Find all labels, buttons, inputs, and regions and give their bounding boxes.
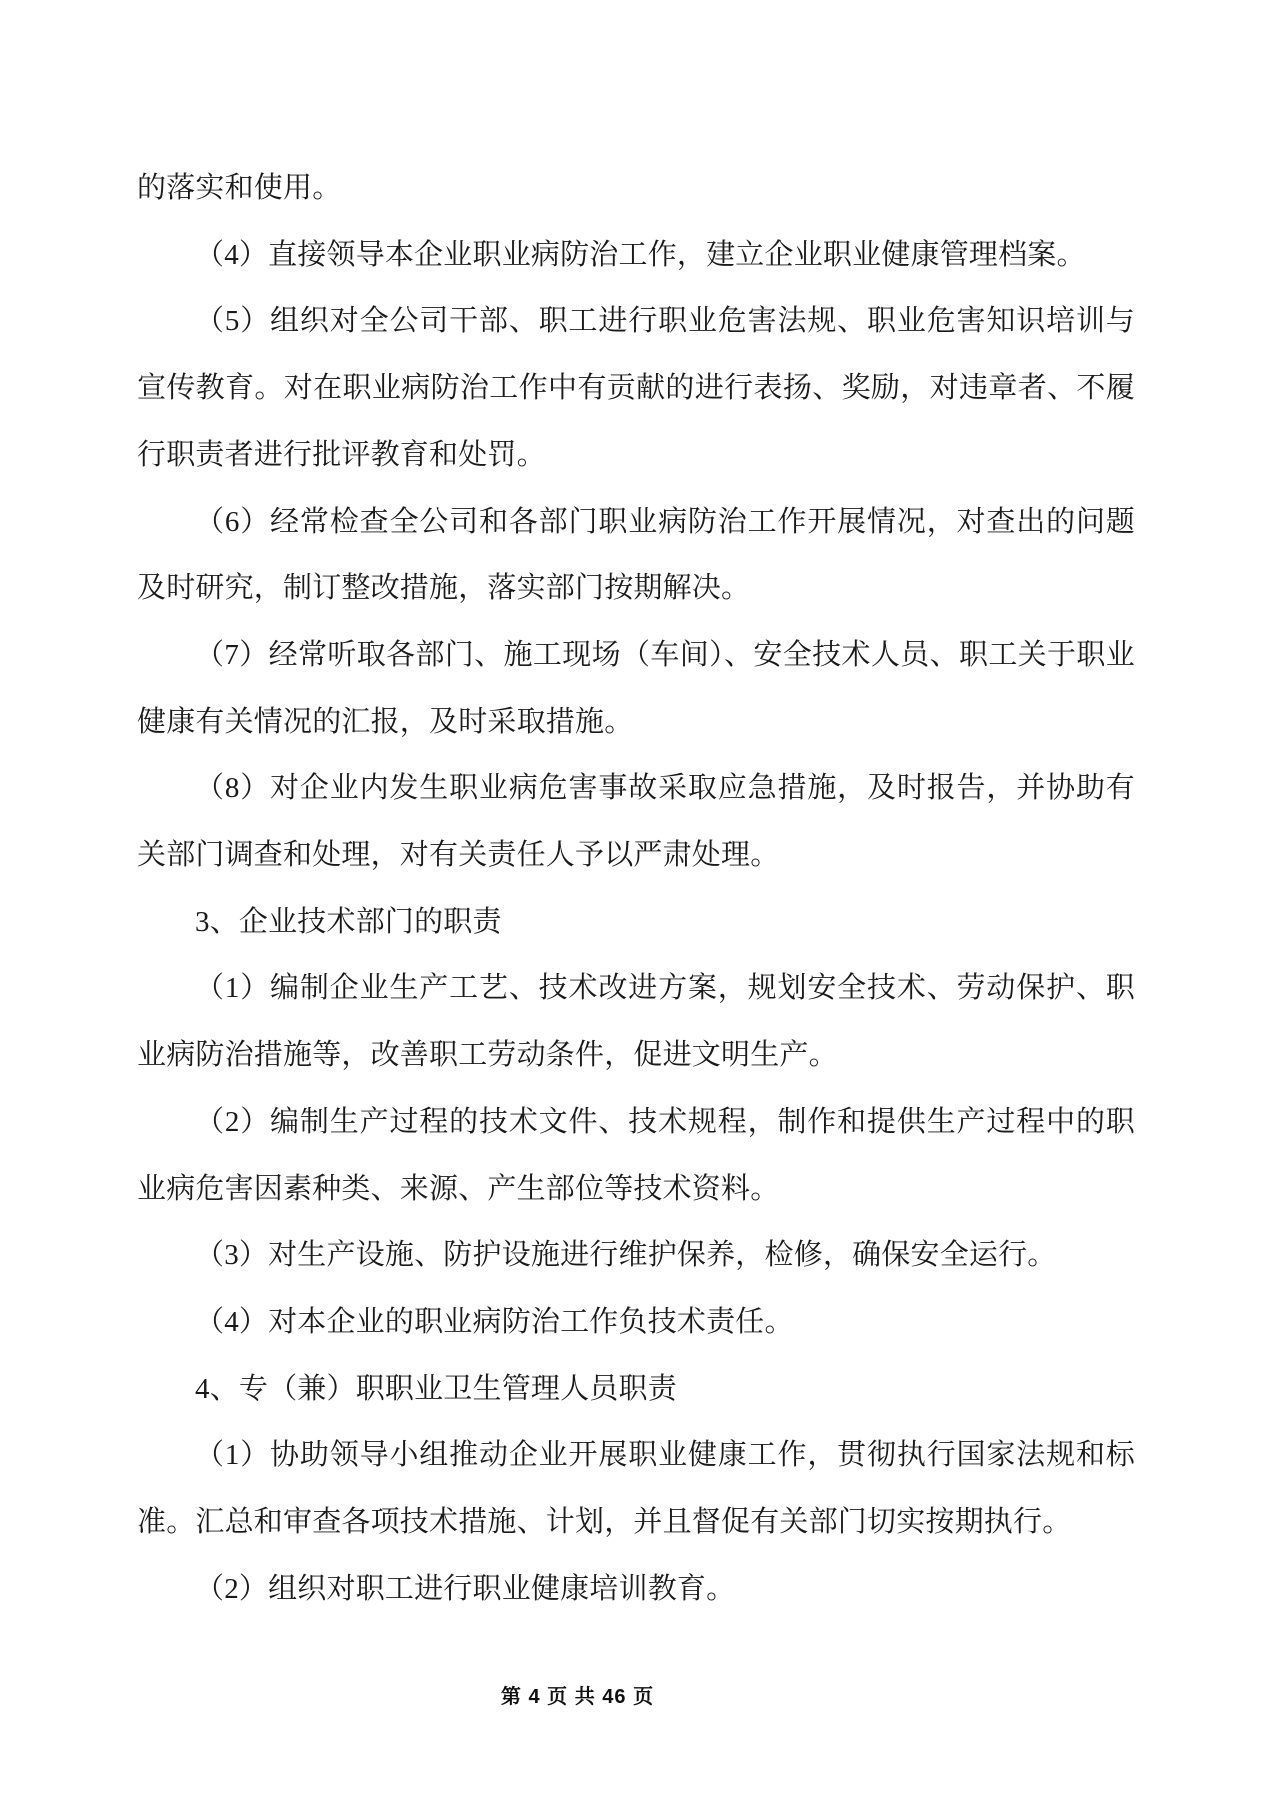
paragraph: （7）经常听取各部门、施工现场（车间）、安全技术人员、职工关于职业健康有关情况的汇报，及时采取措施。 bbox=[137, 638, 1135, 738]
paragraph: （1）编制企业生产工艺、技术改进方案，规划安全技术、劳动保护、职业病防治措施等，改善职工劳动条件，促进文明生产。 bbox=[137, 972, 1135, 1072]
paragraph: （4）对本企业的职业病防治工作负技术责任。 bbox=[195, 1305, 794, 1338]
paragraph: （3）对生产设施、防护设施进行维护保养，检修，确保安全运行。 bbox=[195, 1239, 1057, 1272]
paragraph: （1）协助领导小组推动企业开展职业健康工作，贯彻执行国家法规和标准。汇总和审查各项技术措施、计划，并且督促有关部门切实按期执行。 bbox=[137, 1439, 1135, 1539]
document-body bbox=[137, 155, 1135, 1622]
paragraph: （2）编制生产过程的技术文件、技术规程，制作和提供生产过程中的职业病危害因素种类、来源、产生部位等技术资料。 bbox=[137, 1105, 1135, 1205]
paragraph: （6）经常检查全公司和各部门职业病防治工作开展情况，对查出的问题及时研究，制订整改措施，落实部门按期解决。 bbox=[137, 505, 1135, 605]
page-number-text: 第 4 页 共 46 页 bbox=[500, 1686, 655, 1708]
paragraph: （2）组织对职工进行职业健康培训教育。 bbox=[195, 1572, 736, 1605]
paragraph: 4、专（兼）职职业卫生管理人员职责 bbox=[195, 1372, 677, 1405]
paragraph: 3、企业技术部门的职责 bbox=[195, 905, 502, 938]
page-footer bbox=[0, 1680, 1155, 1709]
paragraph: 的落实和使用。 bbox=[137, 172, 342, 204]
paragraph: （4）直接领导本企业职业病防治工作，建立企业职业健康管理档案。 bbox=[195, 238, 1086, 271]
paragraph: （8）对企业内发生职业病危害事故采取应急措施，及时报告，并协助有关部门调查和处理，对有关责任人予以严肃处理。 bbox=[137, 772, 1135, 872]
paragraph: （5）组织对全公司干部、职工进行职业危害法规、职业危害知识培训与宣传教育。对在职业病防治工作中有贡献的进行表扬、奖励，对违章者、不履行职责者进行批评教育和处罚。 bbox=[137, 305, 1135, 471]
